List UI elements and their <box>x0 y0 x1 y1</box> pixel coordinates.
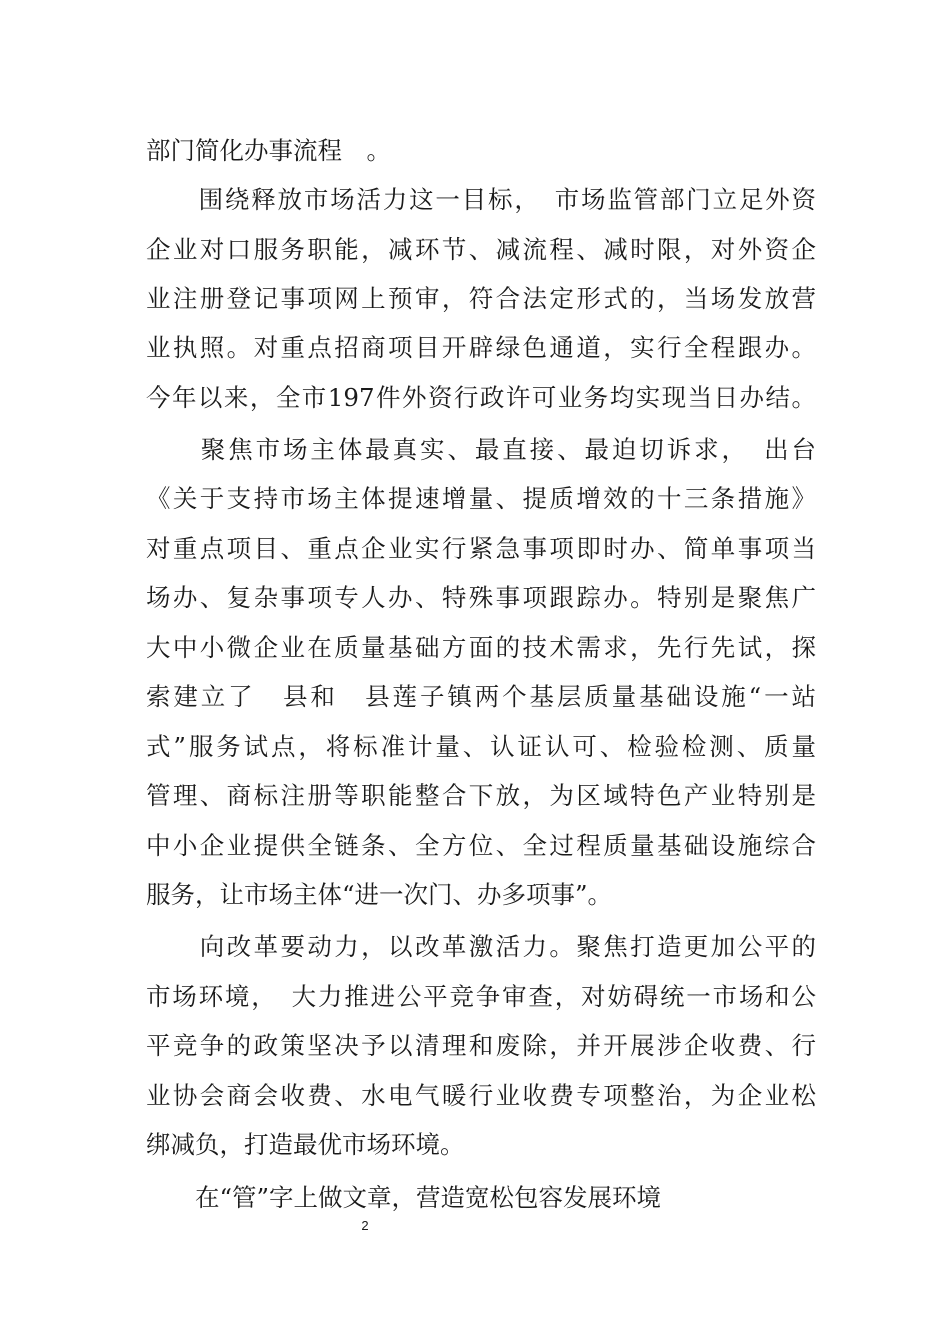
text-line: 平竞争的政策坚决予以清理和废除，并开展涉企收费、行 <box>146 1031 816 1060</box>
text-line: 企业对口服务职能，减环节、减流程、减时限，对外资企 <box>146 235 816 264</box>
text-line: 向改革要动力，以改革激活力。聚焦打造更加公平的 <box>146 932 816 961</box>
text-line: 中小企业提供全链条、全方位、全过程质量基础设施综合 <box>146 831 816 860</box>
text-line: 聚焦市场主体最真实、最直接、最迫切诉求， 出台 <box>146 435 816 464</box>
text-line: 围绕释放市场活力这一目标， 市场监管部门立足外资 <box>146 185 816 214</box>
text-line: 部门简化办事流程 。 <box>146 136 391 165</box>
text-line: 索建立了 县和 县莲子镇两个基层质量基础设施“一站 <box>146 682 816 711</box>
text-line: 业注册登记事项网上预审，符合法定形式的，当场发放营 <box>146 284 816 313</box>
page-number: 2 <box>361 1218 369 1233</box>
text-line: 《关于支持市场主体提速增量、提质增效的十三条措施》 <box>146 484 816 513</box>
text-line: 今年以来，全市197件外资行政许可业务均实现当日办结。 <box>146 383 816 412</box>
text-line: 市场环境， 大力推进公平竞争审查，对妨碍统一市场和公 <box>146 982 816 1011</box>
text-line: 大中小微企业在质量基础方面的技术需求，先行先试，探 <box>146 633 816 662</box>
text-line: 绑减负，打造最优市场环境。 <box>146 1130 465 1159</box>
text-line: 业执照。对重点招商项目开辟绿色通道，实行全程跟办。 <box>146 333 816 362</box>
text-line: 业协会商会收费、水电气暖行业收费专项整治，为企业松 <box>146 1081 816 1110</box>
text-line: 场办、复杂事项专人办、特殊事项跟踪办。特别是聚焦广 <box>146 583 816 612</box>
text-line: 管理、商标注册等职能整合下放，为区域特色产业特别是 <box>146 781 816 810</box>
text-line: 在“管”字上做文章，营造宽松包容发展环境 <box>146 1183 662 1212</box>
text-line: 式”服务试点，将标准计量、认证认可、检验检测、质量 <box>146 732 816 761</box>
text-line: 对重点项目、重点企业实行紧急事项即时办、简单事项当 <box>146 534 816 563</box>
text-line: 服务，让市场主体“进一次门、办多项事”。 <box>146 880 613 909</box>
